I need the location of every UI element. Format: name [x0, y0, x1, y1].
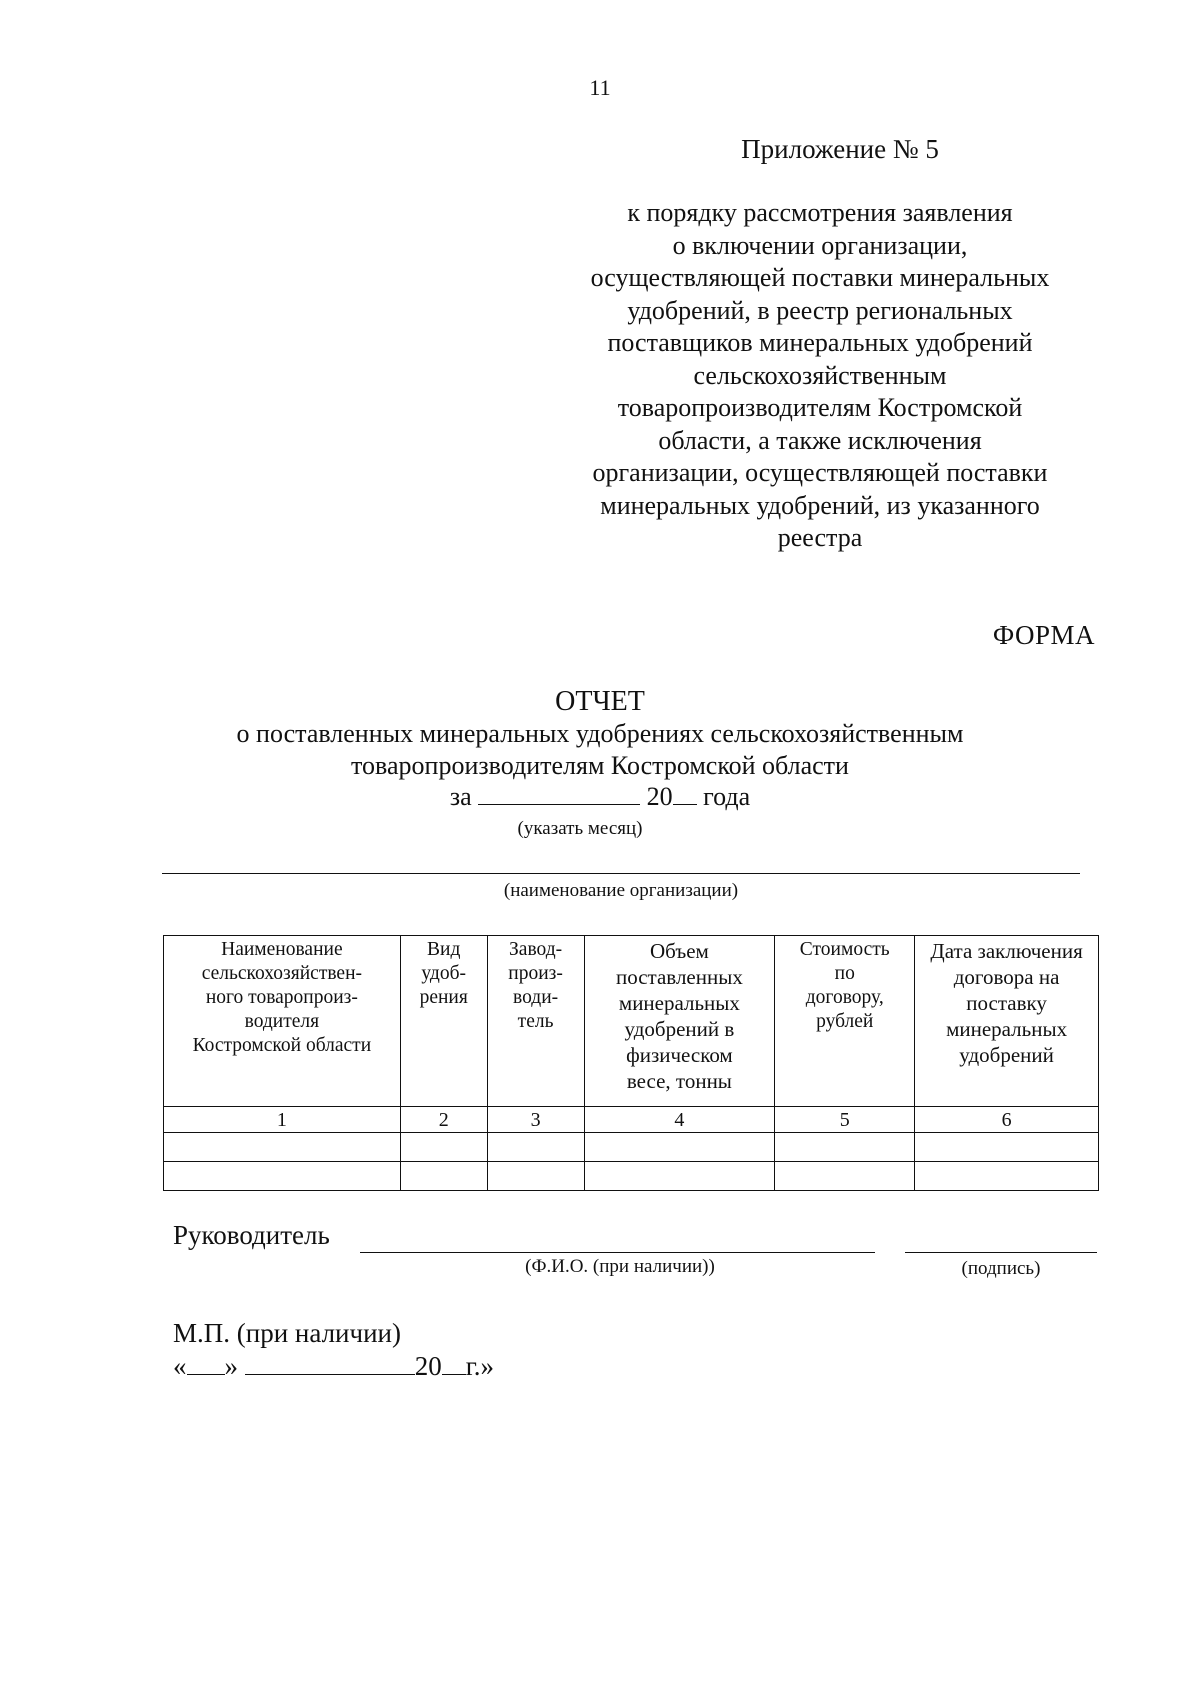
column-number-row [164, 1107, 1099, 1133]
column-number: 5 [775, 1107, 915, 1133]
table-row [164, 1162, 1099, 1191]
date-open-quote: « [173, 1351, 187, 1381]
form-label: ФОРМА [992, 620, 1095, 650]
organization-hint: (наименование организации) [503, 880, 739, 901]
name-hint: (Ф.И.О. (при наличии)) [525, 1256, 715, 1277]
period-prefix: за [449, 782, 472, 811]
report-table [163, 935, 1099, 1191]
organization-name-blank[interactable] [162, 873, 1080, 874]
table-cell[interactable] [775, 1133, 915, 1162]
header-volume: Объем поставленных минеральных удобрений в физическом весе, тонны [584, 936, 775, 1107]
date-suffix: г.» [465, 1351, 495, 1381]
table-cell[interactable] [487, 1162, 584, 1191]
period-suffix: года [703, 782, 751, 811]
table-cell[interactable] [164, 1162, 401, 1191]
month-blank[interactable] [478, 780, 640, 805]
report-subtitle: о поставленных минеральных удобрениях сельскохозяйственным товаропроизводителям Костромской области [236, 719, 964, 780]
column-number: 2 [400, 1107, 487, 1133]
table-cell[interactable] [400, 1162, 487, 1191]
column-number: 6 [915, 1107, 1099, 1133]
header-contract-date: Дата заключения договора на поставку минеральных удобрений [915, 936, 1099, 1107]
date-year: 20 [414, 1351, 442, 1381]
signature-date [173, 1350, 494, 1382]
table-header-row [164, 936, 1099, 1107]
table-row [164, 1133, 1099, 1162]
signature-blank[interactable] [905, 1252, 1097, 1253]
appendix-title: Приложение № 5 [741, 134, 939, 164]
header-contract-cost: Стоимость по договору, рублей [775, 936, 915, 1107]
table-cell[interactable] [584, 1162, 775, 1191]
table-cell[interactable] [400, 1133, 487, 1162]
column-number: 4 [584, 1107, 775, 1133]
table-cell[interactable] [487, 1133, 584, 1162]
period-year: 20 [646, 782, 673, 811]
page-number: 11 [589, 75, 611, 100]
table-cell[interactable] [915, 1162, 1099, 1191]
month-date-blank[interactable] [245, 1350, 415, 1375]
date-close-quote: » [224, 1351, 238, 1381]
stamp-label: М.П. (при наличии) [173, 1318, 401, 1348]
table-cell[interactable] [775, 1162, 915, 1191]
year-blank[interactable] [673, 780, 697, 805]
header-fertilizer-type: Вид удоб- рения [400, 936, 487, 1107]
table-cell[interactable] [164, 1133, 401, 1162]
head-name-blank[interactable] [360, 1252, 875, 1253]
head-label: Руководитель [173, 1220, 330, 1250]
day-blank[interactable] [187, 1350, 225, 1375]
appendix-subtitle: к порядку рассмотрения заявления о включении организации, осуществляющей поставки минеральных удобрений, в реестр региональных поставщиков минеральных удобрений сельскохозяйственным товаропроизводителям Костромской области, а также исключения организации, осуществляющей поставки минеральных удобрений, из указанного реестра [590, 198, 1050, 552]
header-producer-name: Наименование сельскохозяйствен- ного товаропроиз- водителя Костромской области [164, 936, 401, 1107]
report-period [0, 780, 1200, 812]
table-cell[interactable] [915, 1133, 1099, 1162]
table-cell[interactable] [584, 1133, 775, 1162]
report-title: ОТЧЕТ [555, 686, 645, 717]
year-date-blank[interactable] [442, 1350, 466, 1375]
column-number: 1 [164, 1107, 401, 1133]
header-manufacturer: Завод- произ- води- тель [487, 936, 584, 1107]
month-hint: (указать месяц) [517, 818, 643, 839]
signature-hint: (подпись) [961, 1258, 1041, 1279]
column-number: 3 [487, 1107, 584, 1133]
